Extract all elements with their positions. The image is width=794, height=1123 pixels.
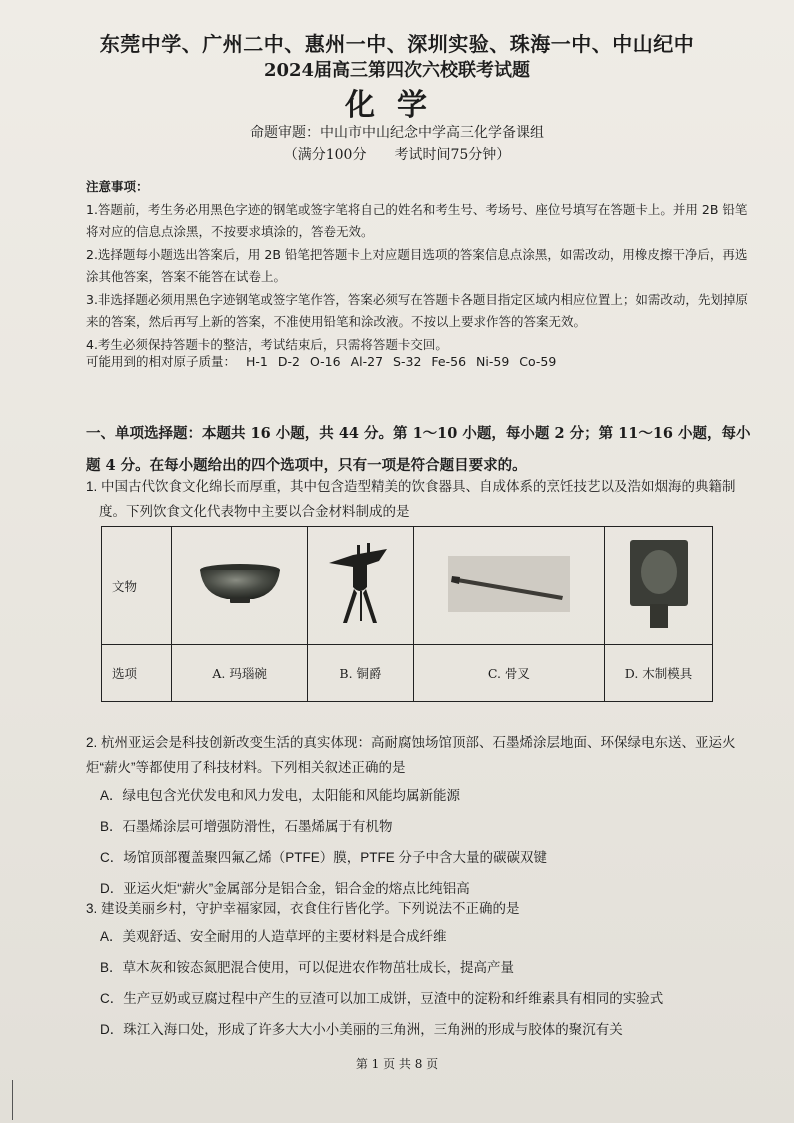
option-a: A. 玛瑙碗: [172, 645, 308, 702]
question-3: [86, 896, 754, 1045]
atomic-mass: O-16: [309, 354, 341, 369]
option-a: A．美观舒适、安全耐用的人造草坪的主要材料是合成纤维: [100, 929, 447, 944]
setter-line: 命题审题：中山市中山纪念中学高三化学备课组: [250, 125, 544, 141]
note-item: 4.考生必须保持答题卡的整洁，考试结束后，只需将答题卡交回。: [86, 336, 448, 352]
notes-title: 注意事项：: [86, 179, 149, 194]
atomic-masses: [86, 352, 556, 370]
atomic-mass: Ni-59: [476, 354, 510, 369]
score-time-line: （满分100分 考试时间75分钟）: [283, 147, 511, 163]
school-list: 东莞中学、广州二中、惠州一中、深圳实验、珠海一中、中山纪中: [99, 32, 695, 56]
option-b: B．草木灰和铵态氮肥混合使用，可以促进农作物茁壮成长，提高产量: [100, 960, 515, 975]
question-stem: 2. 杭州亚运会是科技创新改变生活的真实体现：高耐腐蚀场馆顶部、石墨烯涂层地面、环保绿电东送、亚运火炬“薪火”等都使用了科技材料。下列相关叙述正确的是: [86, 735, 736, 775]
exam-title: 2024届高三第四次六校联考试题: [263, 60, 531, 81]
wooden-mold-image: [605, 527, 713, 645]
atomic-mass: S-32: [393, 354, 422, 369]
option-b: B. 铜爵: [308, 645, 414, 702]
atomic-mass: Co-59: [519, 354, 557, 369]
exam-notes: [86, 176, 756, 356]
option-c: C．生产豆奶或豆腐过程中产生的豆渣可以加工成饼，豆渣中的淀粉和纤维素具有相同的实验式: [100, 991, 664, 1006]
question-1: [86, 474, 754, 524]
row-label-relic: 文物: [102, 527, 172, 645]
atomic-mass: Al-27: [350, 354, 384, 369]
option-a: A．绿电包含光伏发电和风力发电，太阳能和风能均属新能源: [100, 788, 461, 803]
subject-title: 化学: [345, 88, 449, 123]
bone-fork-image: [413, 527, 604, 645]
scan-edge-mark: [12, 1080, 13, 1120]
bronze-jue-image: [308, 527, 414, 645]
question-stem: 1. 中国古代饮食文化绵长而厚重，其中包含造型精美的饮食器具、自成体系的烹饪技艺以及浩如烟海的典籍制度。下列饮食文化代表物中主要以合金材料制成的是: [86, 479, 736, 519]
agate-bowl-image: [172, 527, 308, 645]
atomic-mass: Fe-56: [431, 354, 467, 369]
note-item: 3.非选择题必须用黑色字迹钢笔或签字笔作答，答案必须写在答题卡各题目指定区域内相应位置上；如需改动，先划掉原来的答案，然后再写上新的答案，不准使用铅笔和涂改液。不按以上要求作答的答案无效。: [86, 291, 748, 329]
option-d: D．亚运火炬“薪火”金属部分是铝合金，铝合金的熔点比纯铝高: [100, 881, 470, 896]
option-d: D．珠江入海口处，形成了许多大大小小美丽的三角洲，三角洲的形成与胶体的聚沉有关: [100, 1022, 623, 1037]
note-item: 1.答题前，考生务必用黑色字迹的钢笔或签字笔将自己的姓名和考生号、考场号、座位号填写在答题卡上。并用 2B 铅笔将对应的信息点涂黑，不按要求填涂的，答卷无效。: [86, 201, 748, 239]
page-number: 第 1 页 共 8 页: [355, 1057, 439, 1071]
note-item: 2.选择题每小题选出答案后，用 2B 铅笔把答题卡上对应题目选项的答案信息点涂黑，如需改动，用橡皮擦干净后，再选涂其他答案，答案不能答在试卷上。: [86, 246, 748, 284]
option-b: B．石墨烯涂层可增强防滑性，石墨烯属于有机物: [100, 819, 393, 834]
atomic-masses-label: 可能用到的相对原子质量：: [86, 354, 237, 369]
option-d: D. 木制模具: [605, 645, 713, 702]
atomic-mass: H-1: [246, 354, 268, 369]
relics-table: [101, 526, 713, 702]
question-2: [86, 730, 754, 904]
section-heading: 一、单项选择题：本题共 16 小题，共 44 分。第 1～10 小题，每小题 2 分；第 11～16 小题，每小题 4 分。在每小题给出的四个选项中，只有一项是符合题目要求的。: [86, 425, 751, 474]
option-c: C. 骨叉: [413, 645, 604, 702]
row-label-option: 选项: [102, 645, 172, 702]
option-c: C．场馆顶部覆盖聚四氟乙烯（PTFE）膜，PTFE 分子中含大量的碳碳双键: [100, 850, 548, 865]
atomic-mass: D-2: [277, 354, 300, 369]
question-stem: 3. 建设美丽乡村，守护幸福家园，衣食住行皆化学。下列说法不正确的是: [86, 901, 520, 916]
